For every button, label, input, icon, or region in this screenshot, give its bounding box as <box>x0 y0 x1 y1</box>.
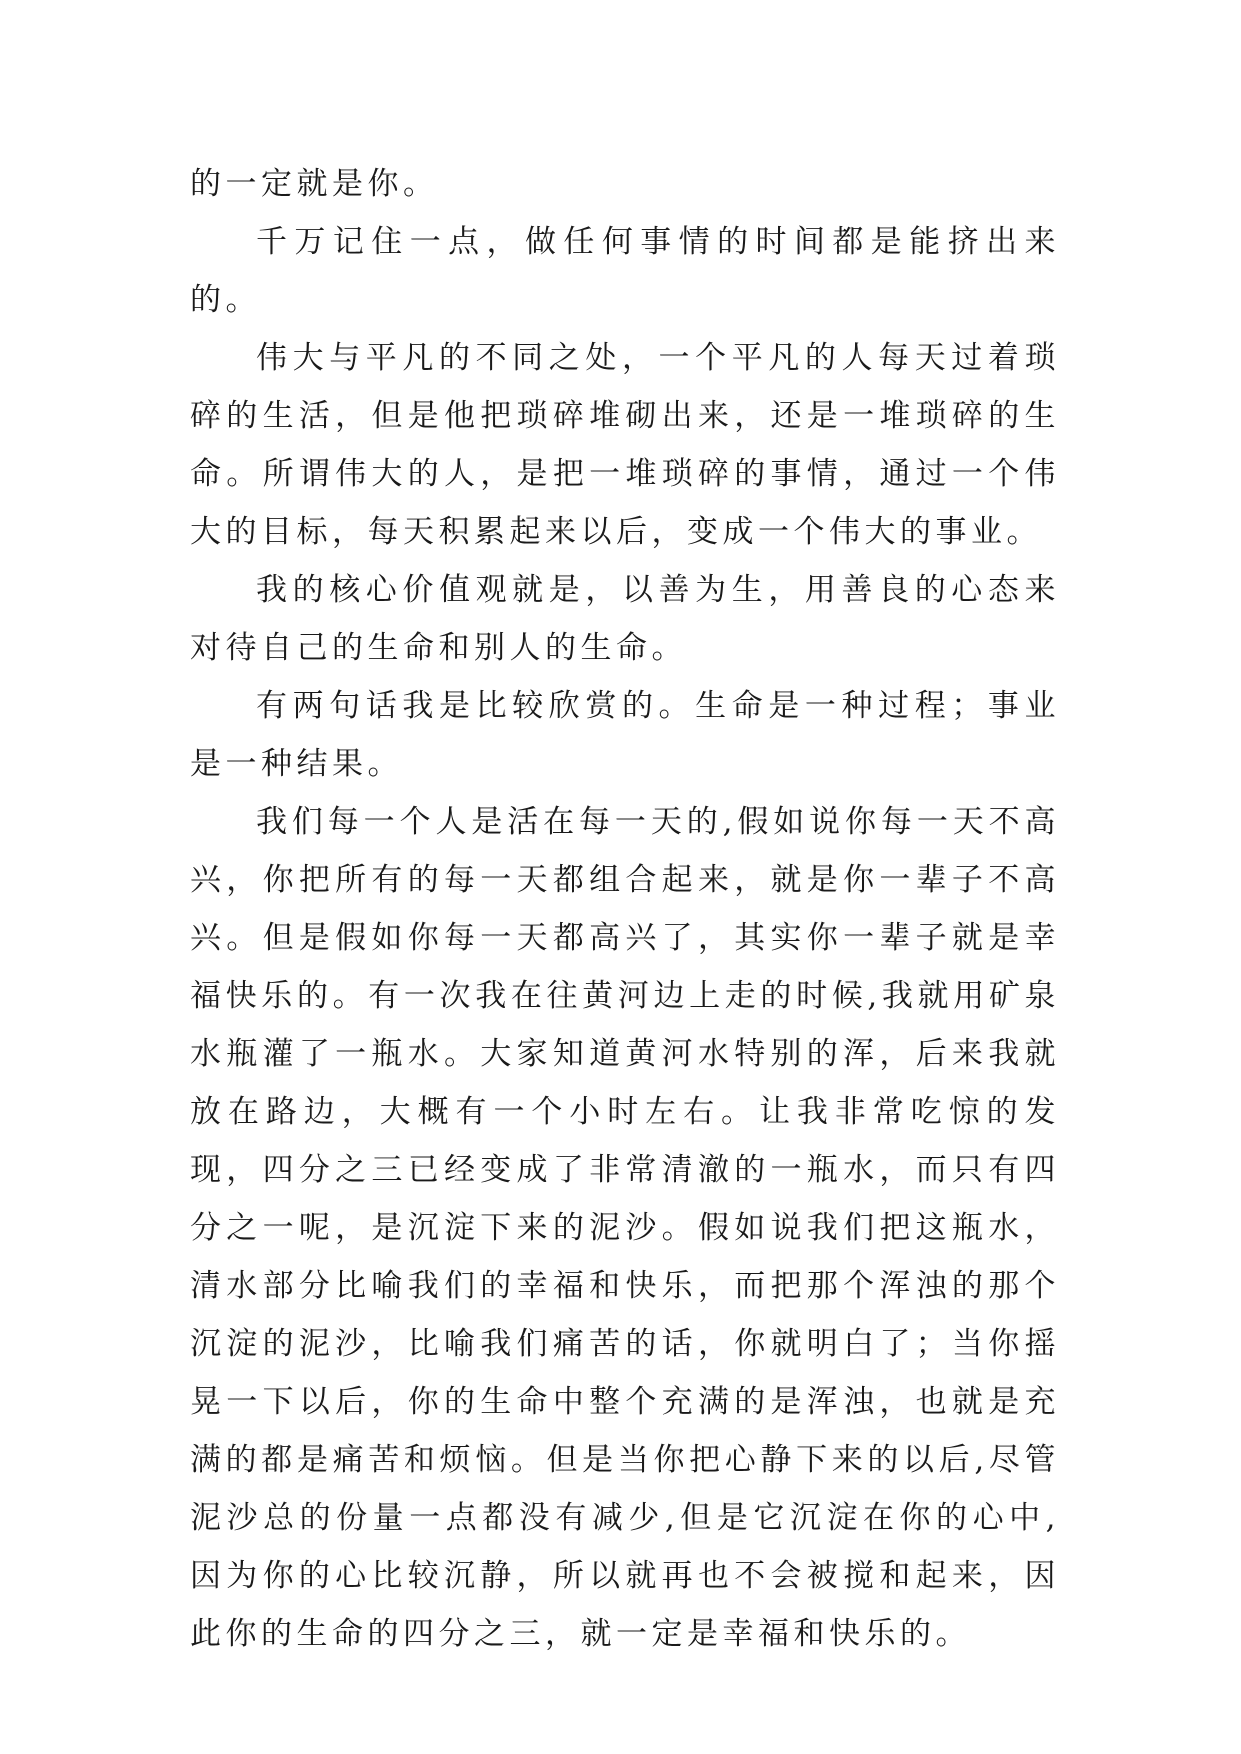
paragraph-1: 的一定就是你。 <box>190 166 439 202</box>
paragraph-6: 我们每一个人是活在每一天的,假如说你每一天不高兴，你把所有的每一天都组合起来，就是你一辈子不高兴。但是假如你每一天都高兴了，其实你一辈子就是幸福快乐的。有一次我在往黄河边上走的时候,我就用矿泉水瓶灌了一瓶水。大家知道黄河水特别的浑，后来我就放在路边，大概有一个小时左右。让我非常吃惊的发现，四分之三已经变成了非常清澈的一瓶水，而只有四分之一呢，是沉淀下来的泥沙。假如说我们把这瓶水，清水部分比喻我们的幸福和快乐，而把那个浑浊的那个沉淀的泥沙，比喻我们痛苦的话，你就明白了；当你摇晃一下以后，你的生命中整个充满的是浑浊，也就是充满的都是痛苦和烦恼。但是当你把心静下来的以后,尽管泥沙总的份量一点都没有减少,但是它沉淀在你的心中,因为你的心比较沉静，所以就再也不会被搅和起来，因此你的生命的四分之三，就一定是幸福和快乐的。 <box>190 804 1060 1652</box>
paragraph-4: 我的核心价值观就是，以善为生，用善良的心态来对待自己的生命和别人的生命。 <box>190 572 1060 666</box>
paragraph-2: 千万记住一点，做任何事情的时间都是能挤出来的。 <box>190 224 1060 318</box>
paragraph-5: 有两句话我是比较欣赏的。生命是一种过程；事业是一种结果。 <box>190 688 1060 782</box>
document-body <box>190 155 1060 1663</box>
paragraph-3: 伟大与平凡的不同之处，一个平凡的人每天过着琐碎的生活，但是他把琐碎堆砌出来，还是一堆琐碎的生命。所谓伟大的人，是把一堆琐碎的事情，通过一个伟大的目标，每天积累起来以后，变成一个伟大的事业。 <box>190 340 1060 550</box>
